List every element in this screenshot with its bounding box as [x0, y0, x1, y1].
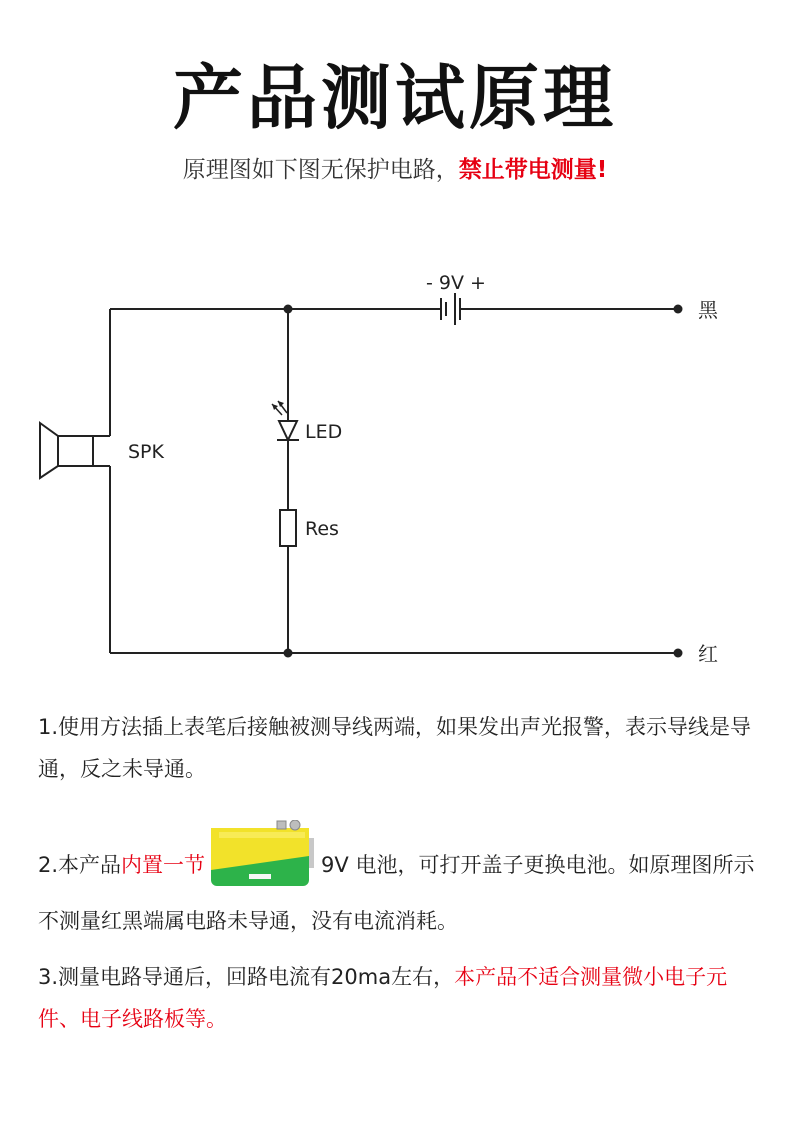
resistor-symbol-icon	[280, 510, 296, 546]
instruction-2-prefix: 2.本产品	[38, 853, 122, 877]
led-label: LED	[305, 421, 343, 443]
led-symbol-icon	[272, 401, 299, 440]
instruction-3-prefix: 3.测量电路导通后，回路电流有20ma左右，	[38, 965, 455, 989]
speaker-icon	[40, 423, 110, 478]
battery-9v-photo-icon	[209, 820, 315, 888]
junction-dot-top	[284, 305, 293, 314]
battery-label: - 9V +	[426, 272, 486, 294]
instruction-2	[38, 832, 758, 942]
terminal-black-label: 黑	[698, 298, 718, 322]
black-terminal-dot	[674, 305, 683, 314]
instruction-1: 1.使用方法插上表笔后接触被测导线两端，如果发出声光报警，表示导线是导通，反之未导通。	[38, 715, 752, 781]
terminal-red-label: 红	[698, 642, 718, 666]
instruction-3-highlight: 本产品不适合测量微小电子元件、电子线路板等。	[38, 965, 728, 1031]
subtitle-warning: 禁止带电测量!	[458, 157, 608, 183]
resistor-label: Res	[305, 518, 339, 540]
battery-9v-icon	[441, 293, 460, 325]
instruction-2-suffix: 9V 电池，可打开盖子更换电池。如原理图所示不测量红黑端属电路未导通，没有电流消耗。	[38, 853, 755, 933]
subtitle-text: 原理图如下图无保护电路，	[182, 157, 459, 183]
red-terminal-dot	[674, 649, 683, 658]
junction-dot-bottom	[284, 649, 293, 658]
instruction-3	[38, 956, 758, 1040]
page-title: 产品测试原理	[173, 57, 617, 139]
speaker-label: SPK	[128, 441, 164, 463]
instruction-2-highlight: 内置一节	[121, 853, 206, 877]
